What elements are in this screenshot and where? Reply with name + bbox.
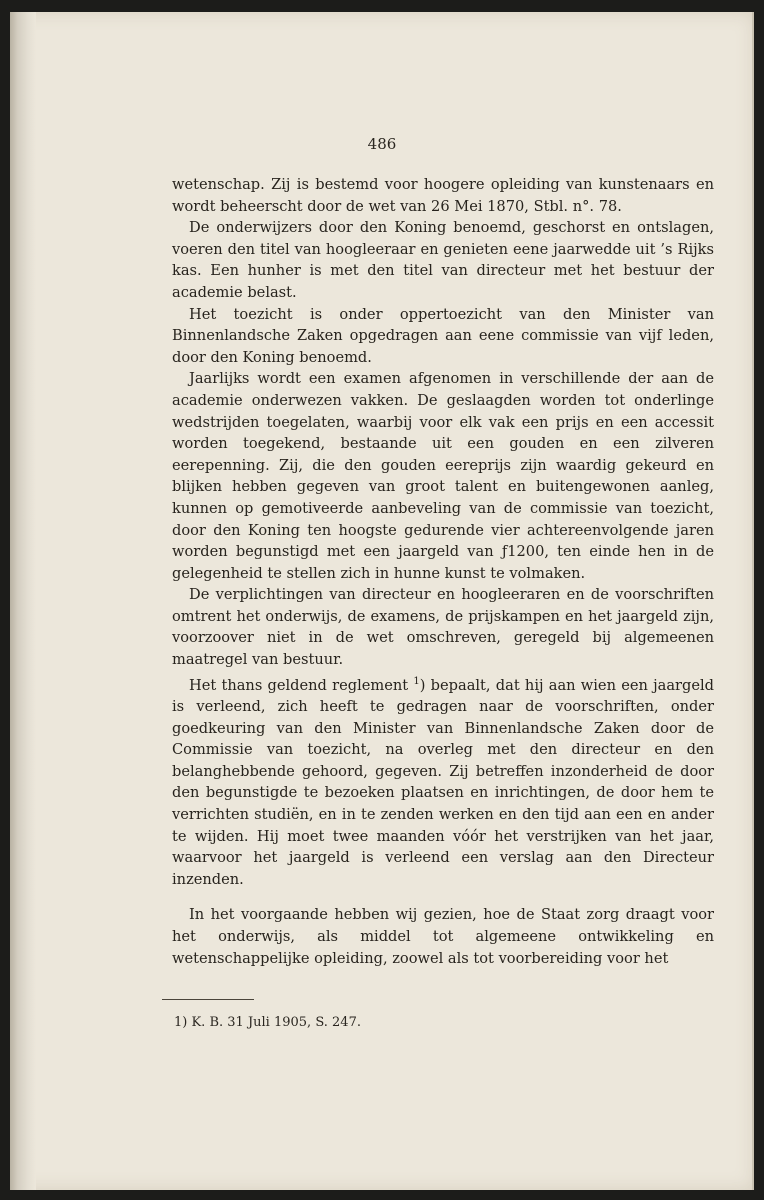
paragraph-4: Jaarlijks wordt een examen afgenomen in verschillende der aan de academie onderwezen vakken. De geslaagden worden tot onderlinge wedstrijden toegelaten, waarbij voor elk vak een prijs en een accessit worden toegekend, bestaande uit een gouden en een zilveren eerepenning. Zij, die den gouden eereprijs zijn waardig gekeurd en blijken hebben gegeven van groot talent en buitengewonen aanleg, kunnen op gemotiveerde aanbeveling van de commissie van toezicht, door den Koning ten hoogste gedurende vier achtereenvolgende jaren worden begunstigd met een jaargeld van ƒ1200, ten einde hen in de gelegenheid te stellen zich in hunne kunst te volmaken. (172, 370, 714, 582)
page-edge (752, 12, 754, 1190)
body-text (172, 174, 714, 969)
paragraph-6-start: Het thans geldend reglement (189, 676, 409, 694)
footnote-divider (162, 999, 254, 1000)
paragraph-3: Het toezicht is onder oppertoezicht van den Minister van Binnenlandsche Zaken opgedragen aan eene commissie van vijf leden, door den Koning benoemd. (172, 305, 714, 366)
paragraph-5: De verplichtingen van directeur en hoogleeraren en de voorschriften omtrent het onderwijs, de examens, de prijskampen en het jaargeld zijn, voorzoover niet in de wet omschreven, geregeld bij algemeenen maatregel van bestuur. (172, 586, 714, 669)
page-number: 486 (367, 135, 397, 153)
paragraph-2: De onderwijzers door den Koning benoemd, geschorst en ontslagen, voeren den titel van hoogleeraar en genieten eene jaarwedde uit ’s Rijks kas. Een hunher is met den titel van directeur met het bestuur der academie belast. (172, 219, 714, 301)
paragraph-6 (172, 671, 714, 891)
footnote: 1) K. B. 31 Juli 1905, S. 247. (174, 1015, 361, 1030)
paragraph-7: In het voorgaande hebben wij gezien, hoe de Staat zorg draagt voor het onderwijs, als middel tot algemeene ontwikkeling en wetenschappelijke opleiding, zoowel als tot voorbereiding voor het (172, 906, 714, 967)
paragraph-6-rest: ) bepaalt, dat hij aan wien een jaargeld is verleend, zich heeft te gedragen naar de voorschriften, onder goedkeuring van den Minister van Binnenlandsche Zaken door de Commissie van toezicht, na overleg met den directeur en den belanghebbende gehoord, gegeven. Zij betreffen inzonderheid de door den begunstigde te bezoeken plaatsen en inrichtingen, de door hem te verrichten studiën, en in te zenden werken en den tijd aan een en ander te wijden. Hij moet twee maanden vóór het verstrijken van het jaar, waarvoor het jaargeld is verleend een verslag aan den Directeur inzenden. (172, 676, 714, 888)
paragraph-1: wetenschap. Zij is bestemd voor hoogere opleiding van kunstenaars en wordt beheerscht door de wet van 26 Mei 1870, Stbl. n°. 78. (172, 176, 714, 215)
footnote-reference[interactable]: 1 (413, 675, 420, 687)
page-binding-shadow (10, 12, 36, 1190)
